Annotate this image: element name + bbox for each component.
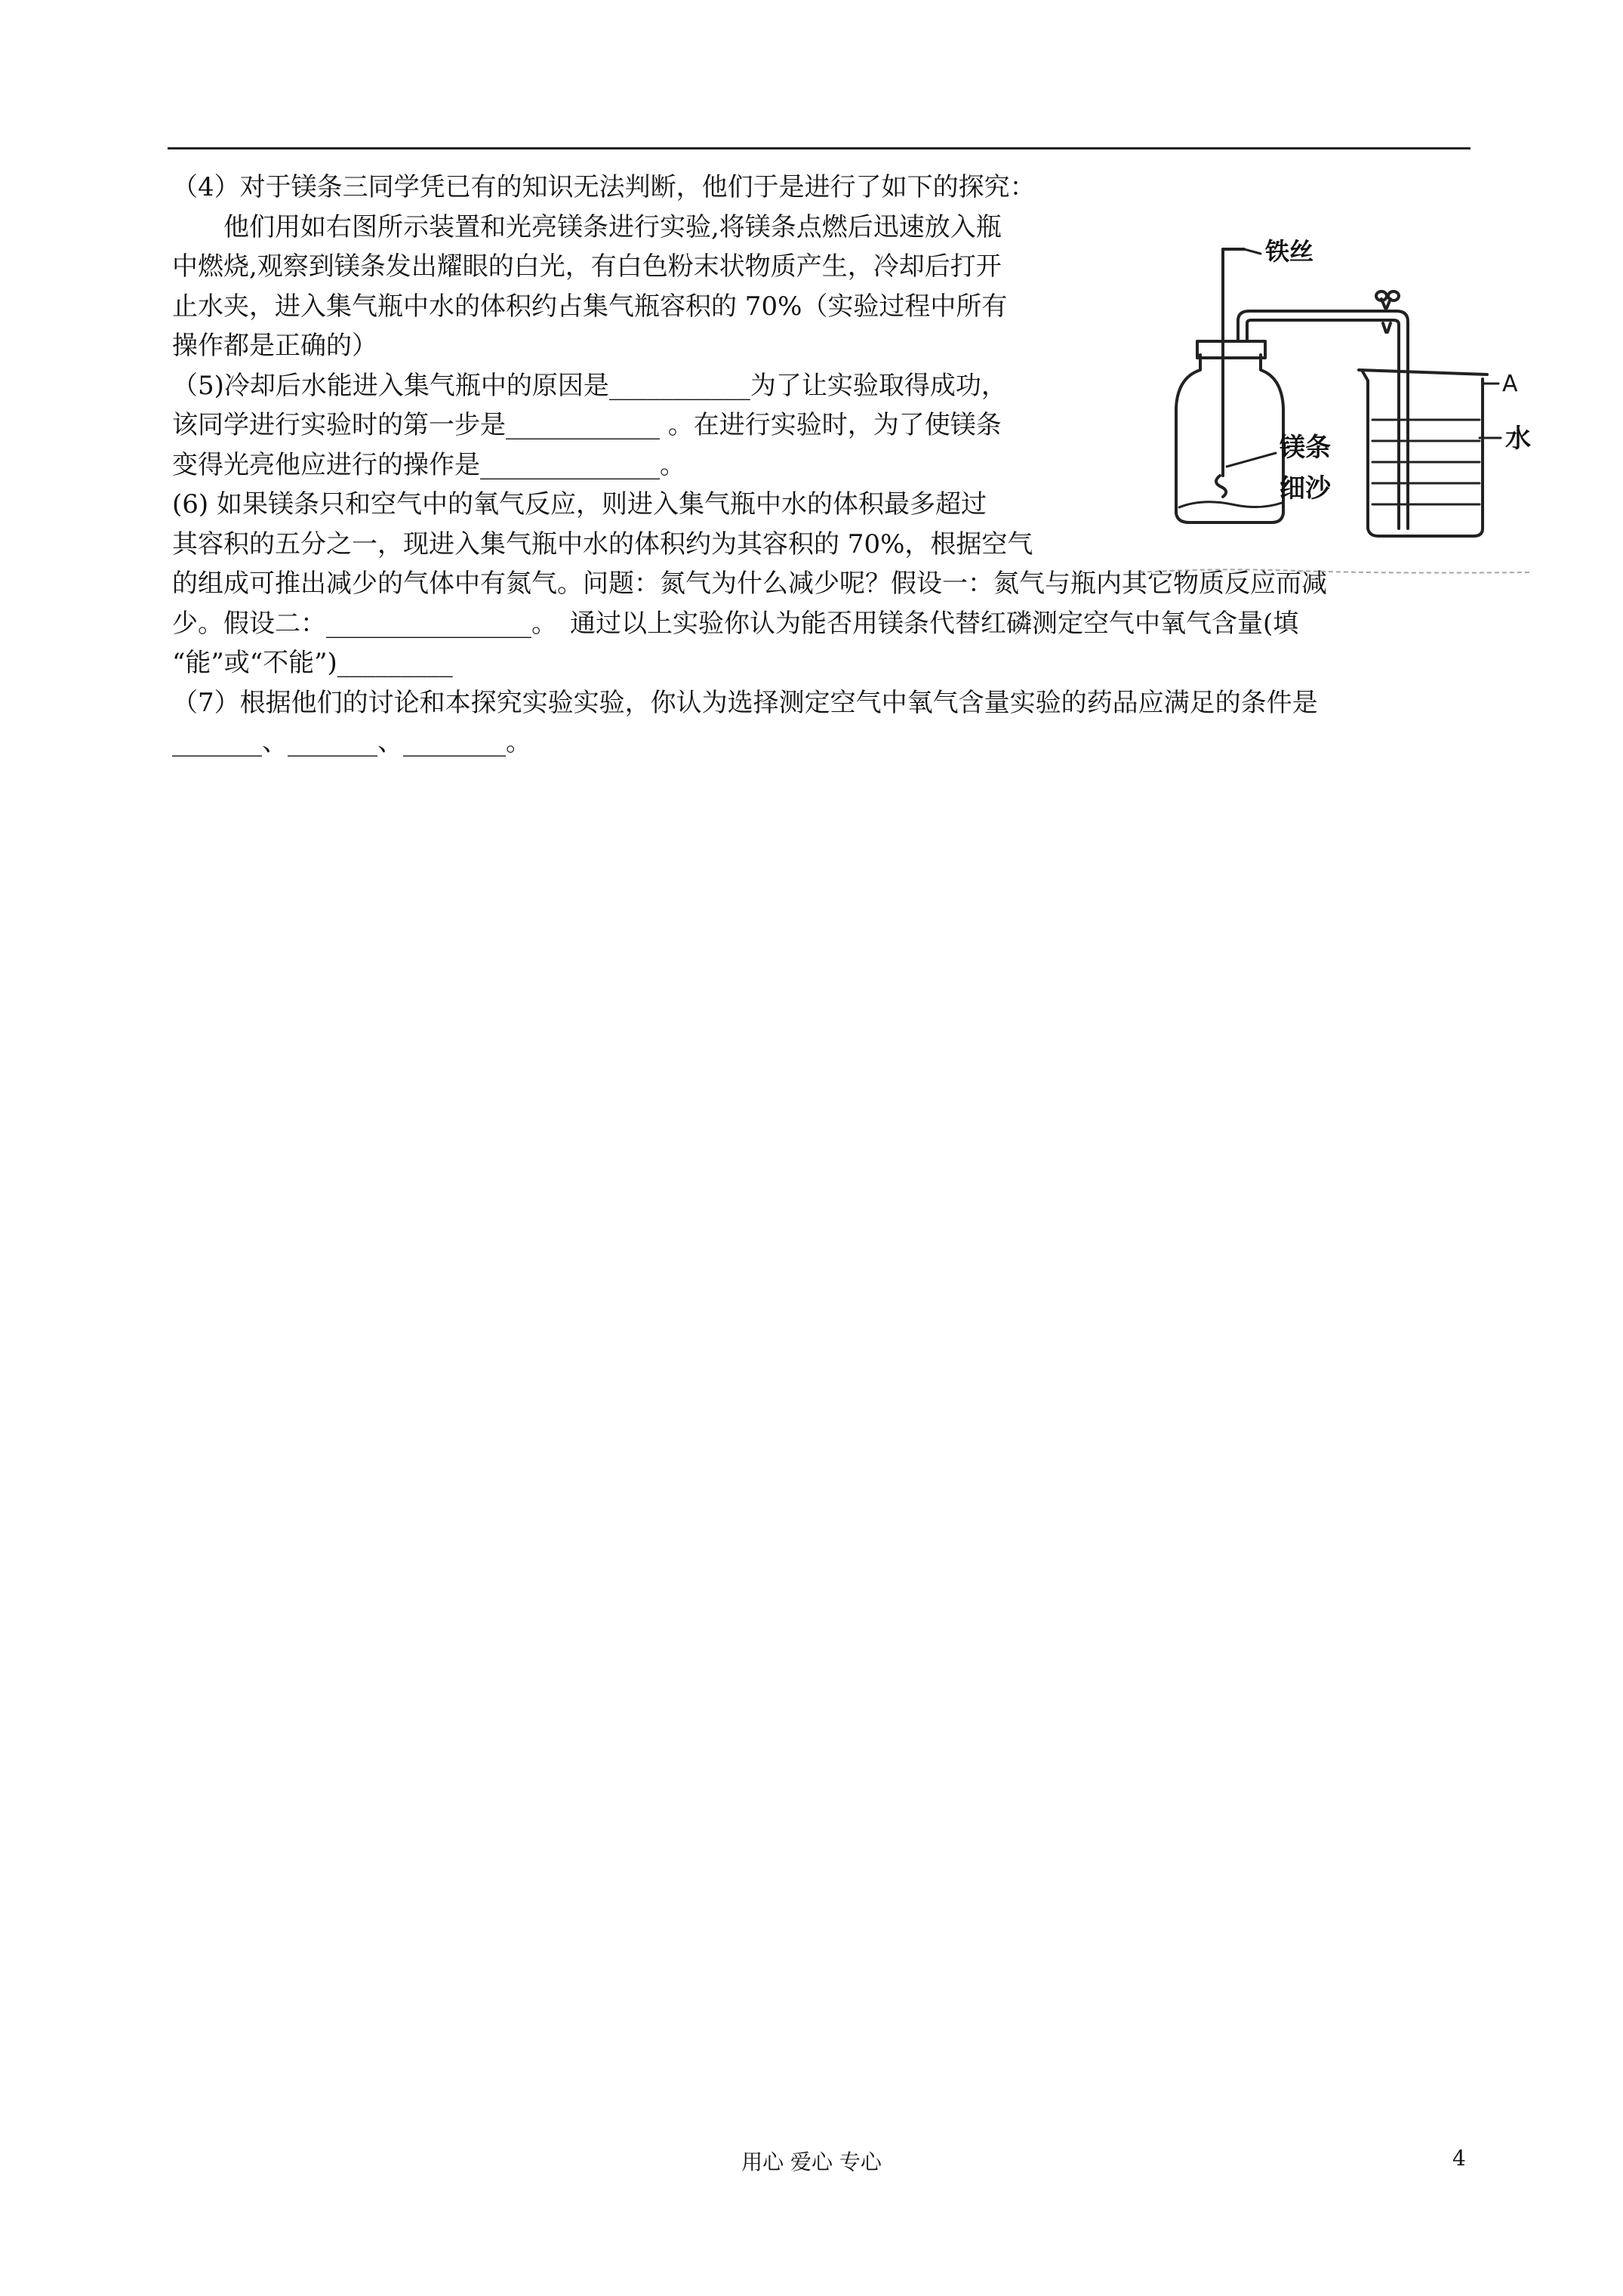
page-number: 4 bbox=[1452, 2146, 1466, 2171]
stopper bbox=[1197, 341, 1265, 358]
q6-line-2: 其容积的五分之一，现进入集气瓶中水的体积约为其容积的 70%，根据空气 bbox=[172, 529, 1033, 559]
beaker bbox=[1363, 371, 1483, 536]
label-water: 水 bbox=[1505, 424, 1531, 454]
q4-line-4: 止水夹，进入集气瓶中水的体积约占集气瓶容积的 70%（实验过程中所有 bbox=[172, 291, 1008, 322]
label-iron-wire: 铁丝 bbox=[1265, 237, 1314, 266]
header-rule bbox=[168, 147, 1471, 149]
q5-line-2: 该同学进行实验时的第一步是____________ 。在进行实验时，为了使镁条 bbox=[172, 410, 1002, 440]
q4-intro: （4）对于镁条三同学凭已有的知识无法判断，他们于是进行了如下的探究： bbox=[172, 172, 1036, 202]
q6-line-5: “能”或“不能”)_________ bbox=[172, 648, 453, 678]
q6-line-4: 少。假设二：________________。 通过以上实验你认为能否用镁条代替红磷测定空气中氧气含量(填 bbox=[172, 608, 1299, 639]
q6-line-1: (6) 如果镁条只和空气中的氧气反应，则进入集气瓶中水的体积最多超过 bbox=[172, 489, 987, 519]
q7-line-1: （7）根据他们的讨论和本探究实验实验，你认为选择测定空气中氧气含量实验的药品应满足的条件是 bbox=[172, 687, 1318, 718]
fine-sand bbox=[1179, 502, 1282, 507]
magnesium-strip bbox=[1216, 476, 1226, 497]
q4-line-5: 操作都是正确的） bbox=[172, 331, 377, 361]
q6-line-3: 的组成可推出减少的气体中有氮气。问题：氮气为什么减少呢？假设一：氮气与瓶内其它物质反应而减 bbox=[172, 569, 1327, 599]
apparatus-figure bbox=[1132, 227, 1540, 581]
water-level-lines bbox=[1372, 420, 1480, 504]
footer-slogan: 用心 爱心 专心 bbox=[741, 2150, 882, 2174]
label-magnesium: 镁条 bbox=[1280, 433, 1331, 463]
q5-line-1: （5)冷却后水能进入集气瓶中的原因是___________为了让实验取得成功， bbox=[172, 370, 1007, 401]
q4-line-3: 中燃烧,观察到镁条发出耀眼的白光，有白色粉末状物质产生，冷却后打开 bbox=[172, 251, 1002, 282]
label-a: A bbox=[1502, 371, 1518, 397]
gas-bottle bbox=[1176, 355, 1283, 522]
q7-line-2: _______、_______、________。 bbox=[172, 727, 531, 757]
clamp bbox=[1381, 299, 1390, 332]
label-sand: 细沙 bbox=[1280, 473, 1331, 504]
q4-line-2: 他们用如右图所示装置和光亮镁条进行实验,将镁条点燃后迅速放入瓶 bbox=[223, 211, 1002, 242]
q5-line-3: 变得光亮他应进行的操作是______________。 bbox=[172, 449, 685, 480]
